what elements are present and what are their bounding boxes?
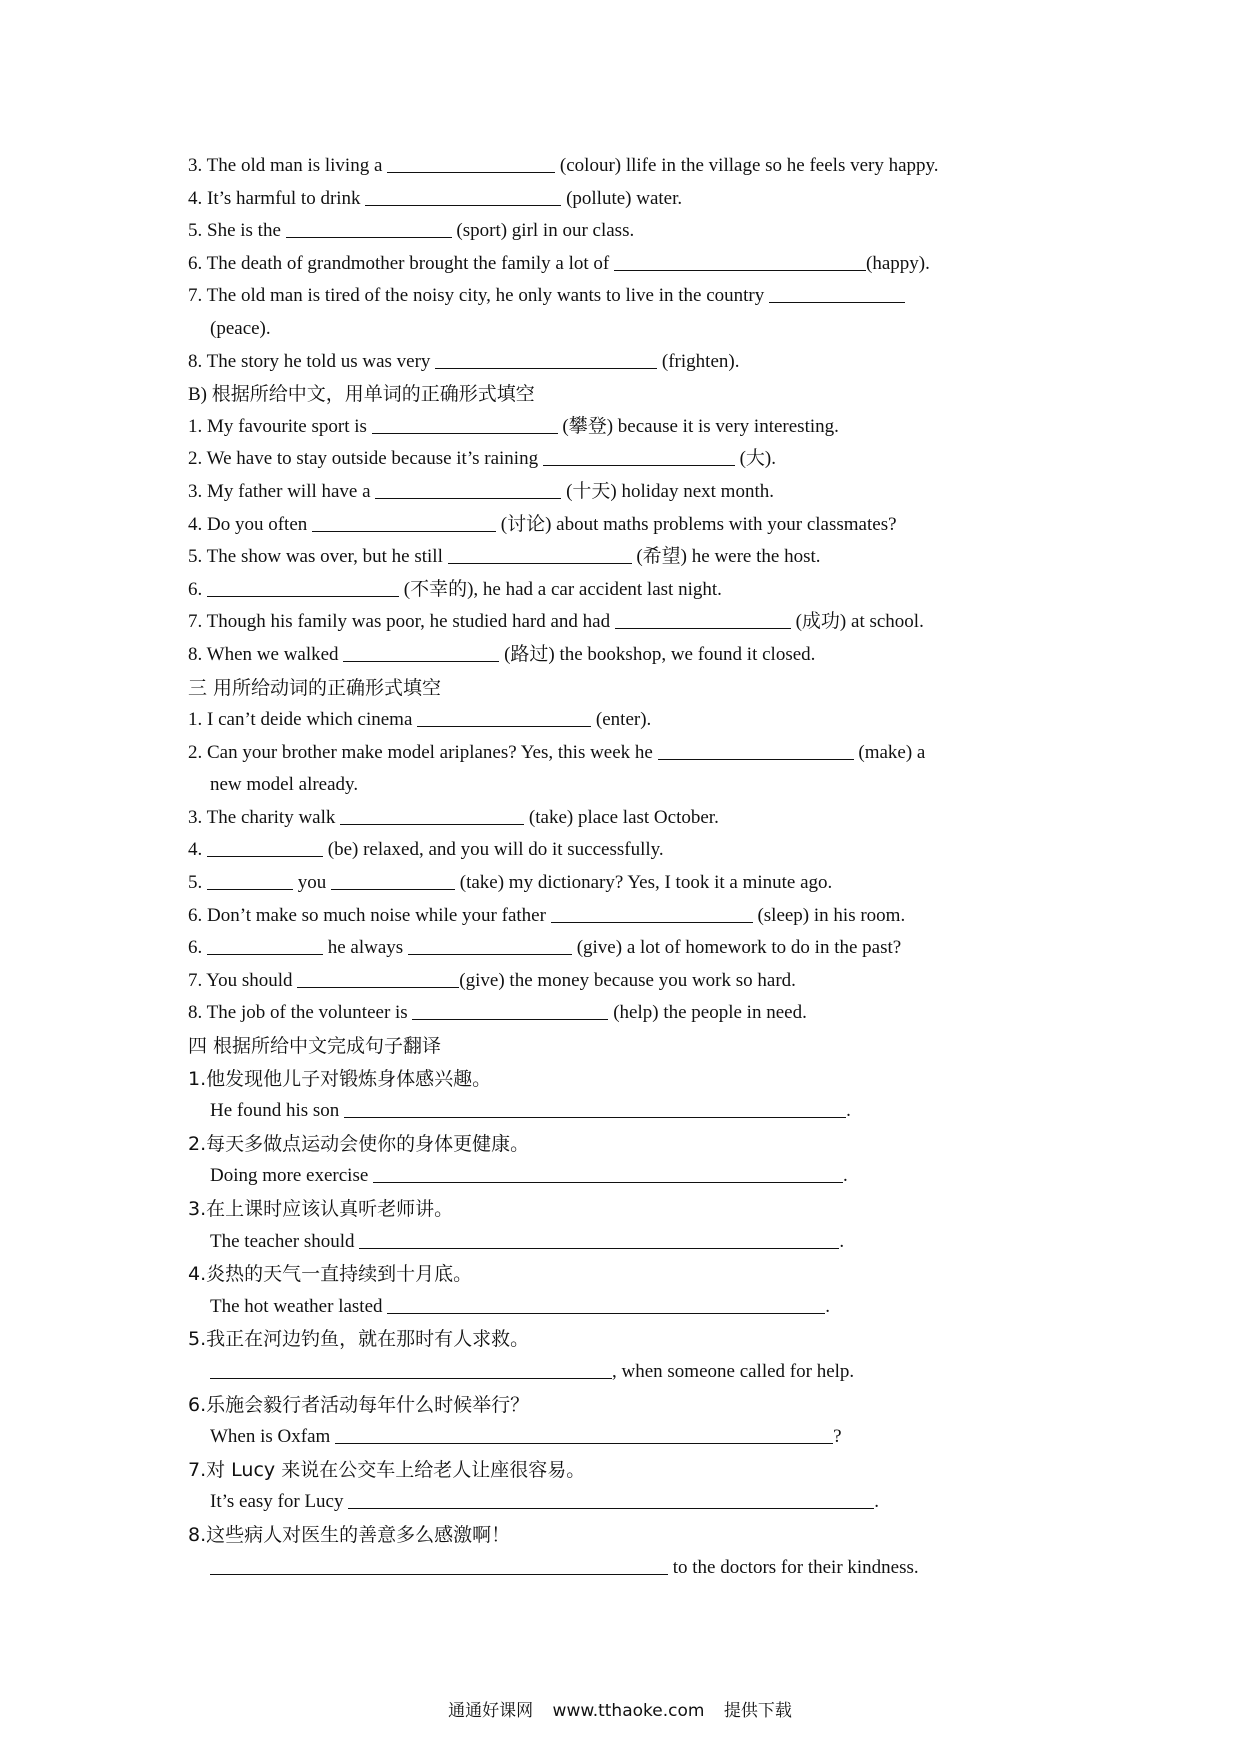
translation-3-answer: The teacher should . <box>210 1230 845 1252</box>
translation-7-prompt: 7.对 Lucy 来说在公交车上给老人让座很容易。 <box>188 1458 586 1481</box>
answer-blank[interactable] <box>412 1001 608 1020</box>
question-a7-cont: (peace). <box>210 317 271 339</box>
question-b1: 1. My favourite sport is (攀登) because it is very interesting. <box>188 415 839 437</box>
answer-blank[interactable] <box>448 545 632 564</box>
answer-blank[interactable] <box>365 187 561 206</box>
translation-2-answer: Doing more exercise . <box>210 1165 848 1187</box>
answer-blank[interactable] <box>348 1490 874 1509</box>
answer-blank[interactable] <box>372 415 558 434</box>
answer-blank[interactable] <box>210 1360 612 1379</box>
question-3-2: 2. Can your brother make model ariplanes? Yes, this week he (make) a <box>188 741 926 763</box>
answer-blank[interactable] <box>335 1425 833 1444</box>
answer-blank[interactable] <box>417 708 591 727</box>
footer-url[interactable]: www.tthaoke.com <box>552 1701 705 1721</box>
translation-2-prompt: 2.每天多做点运动会使你的身体更健康。 <box>188 1132 530 1155</box>
question-b4: 4. Do you often (讨论) about maths problems with your classmates? <box>188 513 897 535</box>
answer-blank[interactable] <box>435 350 657 369</box>
translation-4-answer: The hot weather lasted . <box>210 1295 831 1317</box>
question-3-4: 4. (be) relaxed, and you will do it successfully. <box>188 839 664 861</box>
answer-blank[interactable] <box>344 1099 846 1118</box>
question-3-6: 6. Don’t make so much noise while your father (sleep) in his room. <box>188 904 906 926</box>
question-3-6b: 6. he always (give) a lot of homework to do in the past? <box>188 937 902 959</box>
question-a3: 3. The old man is living a (colour) llife in the village so he feels very happy. <box>188 155 939 176</box>
translation-5-answer: , when someone called for help. <box>188 1356 1068 1389</box>
footer-site-name: 通通好课网 <box>448 1701 534 1721</box>
answer-blank[interactable] <box>387 154 555 173</box>
answer-blank[interactable] <box>359 1230 839 1249</box>
answer-blank[interactable] <box>769 284 905 303</box>
question-a7: 7. The old man is tired of the noisy city, he only wants to live in the country <box>188 280 1068 313</box>
translation-6-prompt: 6.乐施会毅行者活动每年什么时候举行？ <box>188 1393 530 1416</box>
translation-1-prompt: 1.他发现他儿子对锻炼身体感兴趣。 <box>188 1067 492 1090</box>
section-3-heading: 三 用所给动词的正确形式填空 <box>188 676 442 699</box>
answer-blank[interactable] <box>551 904 753 923</box>
question-a6: 6. The death of grandmother brought the family a lot of (happy). <box>188 252 930 274</box>
translation-8-prompt: 8.这些病人对医生的善意多么感激啊！ <box>188 1523 511 1546</box>
answer-blank[interactable] <box>207 936 323 955</box>
answer-blank[interactable] <box>373 1164 843 1183</box>
section-4-heading: 四 根据所给中文完成句子翻译 <box>188 1035 442 1058</box>
question-b3: 3. My father will have a (十天) holiday next month. <box>188 480 774 502</box>
answer-blank[interactable] <box>312 513 496 532</box>
translation-4-prompt: 4.炎热的天气一直持续到十月底。 <box>188 1263 473 1286</box>
question-a4: 4. It’s harmful to drink (pollute) water. <box>188 187 683 209</box>
page-footer <box>0 1696 1240 1721</box>
answer-blank[interactable] <box>408 936 572 955</box>
question-b6: 6. (不幸的), he had a car accident last night. <box>188 578 722 600</box>
translation-6-answer: When is Oxfam ? <box>210 1426 842 1448</box>
answer-blank[interactable] <box>210 1556 668 1575</box>
translation-3-prompt: 3.在上课时应该认真听老师讲。 <box>188 1198 454 1220</box>
question-b8: 8. When we walked (路过) the bookshop, we found it closed. <box>188 643 816 665</box>
question-b2: 2. We have to stay outside because it’s raining (大). <box>188 448 776 470</box>
answer-blank[interactable] <box>343 643 499 662</box>
answer-blank[interactable] <box>387 1295 825 1314</box>
answer-blank[interactable] <box>207 578 399 597</box>
question-a8: 8. The story he told us was very (frighten). <box>188 350 740 372</box>
answer-blank[interactable] <box>543 447 735 466</box>
answer-blank[interactable] <box>207 871 293 890</box>
question-3-3: 3. The charity walk (take) place last October. <box>188 806 719 828</box>
answer-blank[interactable] <box>297 969 459 988</box>
question-3-2-cont: new model already. <box>210 774 359 796</box>
answer-blank[interactable] <box>207 838 323 857</box>
question-b7: 7. Though his family was poor, he studied hard and had (成功) at school. <box>188 611 924 633</box>
answer-blank[interactable] <box>615 610 791 629</box>
question-3-7: 7. You should (give) the money because you work so hard. <box>188 969 796 991</box>
translation-8-answer: to the doctors for their kindness. <box>188 1552 1068 1585</box>
answer-blank[interactable] <box>286 219 452 238</box>
worksheet-page <box>188 150 1068 1584</box>
question-3-8: 8. The job of the volunteer is (help) the people in need. <box>188 1002 807 1024</box>
question-3-1: 1. I can’t deide which cinema (enter). <box>188 709 652 731</box>
footer-note: 提供下载 <box>723 1701 792 1721</box>
question-3-5: 5. you (take) my dictionary? Yes, I took it a minute ago. <box>188 872 833 894</box>
question-b5: 5. The show was over, but he still (希望) he were the host. <box>188 546 821 568</box>
answer-blank[interactable] <box>340 806 524 825</box>
translation-7-answer: It’s easy for Lucy . <box>210 1491 879 1513</box>
translation-1-answer: He found his son . <box>210 1100 851 1122</box>
answer-blank[interactable] <box>658 741 854 760</box>
question-a5: 5. She is the (sport) girl in our class. <box>188 220 635 242</box>
section-b-heading: B) 根据所给中文，用单词的正确形式填空 <box>188 383 535 406</box>
translation-5-prompt: 5.我正在河边钓鱼，就在那时有人求救。 <box>188 1328 530 1351</box>
answer-blank[interactable] <box>375 480 561 499</box>
answer-blank[interactable] <box>331 871 455 890</box>
answer-blank[interactable] <box>614 252 866 271</box>
